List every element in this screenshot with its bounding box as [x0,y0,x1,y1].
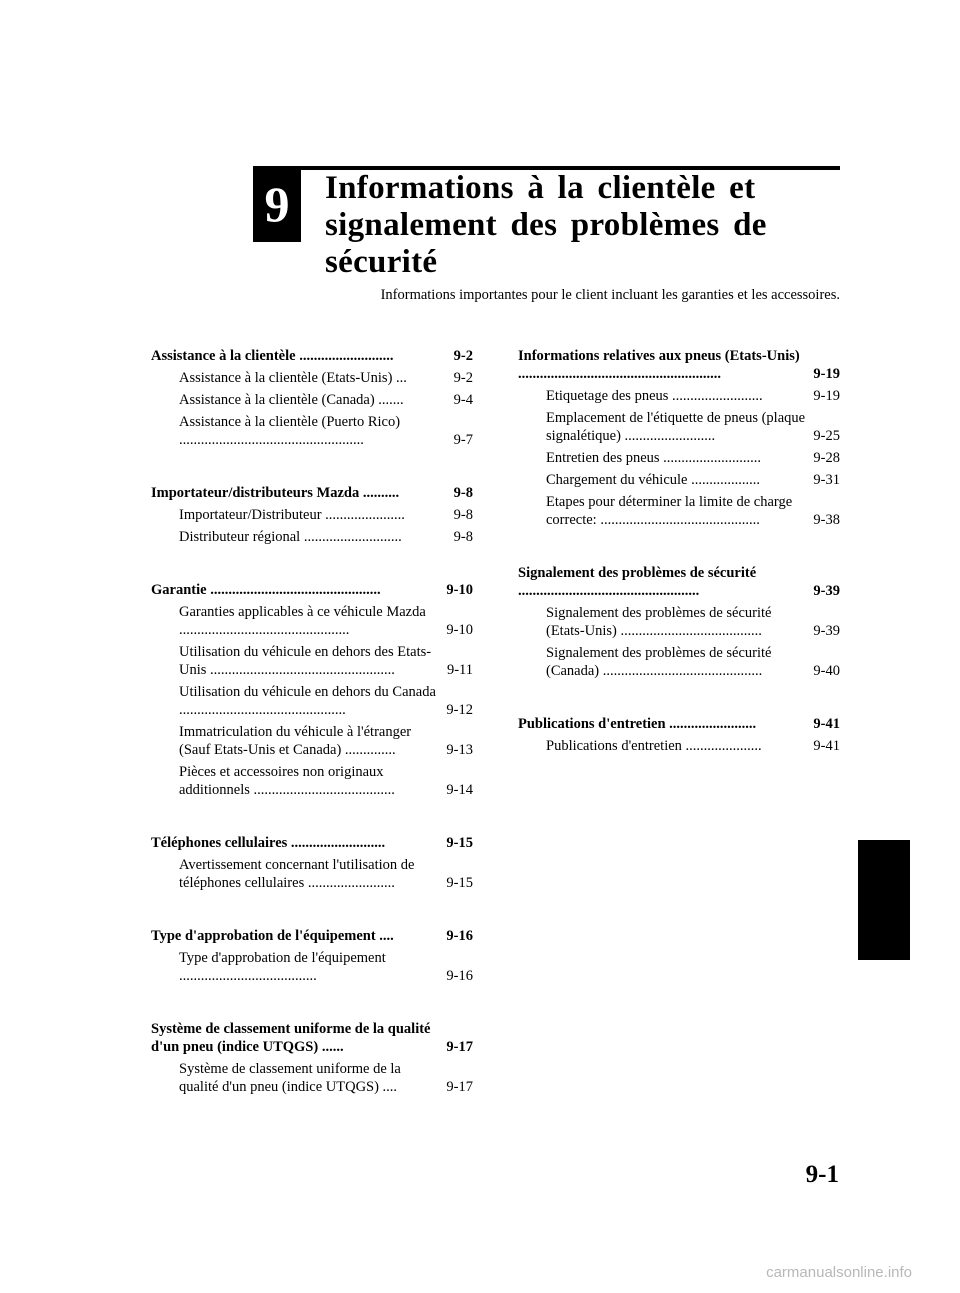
toc-entry-label: Téléphones cellulaires .......................... [151,835,386,851]
toc-entry-label: Chargement du véhicule ................... [546,472,760,488]
toc-entry-label: Garanties applicables à ce véhicule Mazda ............................................... [179,604,426,638]
toc-entry-page: 9-31 [813,472,840,488]
toc-sub-entry[interactable] [518,604,840,640]
toc-entry-label: Assistance à la clientèle (Puerto Rico) ................................................... [179,414,401,448]
toc-entry-label: Assistance à la clientèle (Etats-Unis) ... [179,370,407,386]
toc-section [151,347,473,449]
toc-main-entry[interactable] [151,484,473,502]
toc-main-entry[interactable] [151,927,473,945]
toc-entry-page: 9-28 [813,450,840,466]
toc-entry-page: 9-41 [813,738,840,754]
toc-entry-label: Utilisation du véhicule en dehors des Etats-Unis ................................................... [179,644,432,678]
toc-section [518,347,840,529]
toc-entry-page: 9-17 [446,1039,473,1055]
toc-entry-label: Emplacement de l'étiquette de pneus (plaque signalétique) ......................... [546,410,806,444]
toc-entry-label: Signalement des problèmes de sécurité (Canada) ............................................ [546,645,772,679]
toc-entry-label: Etapes pour déterminer la limite de charge correcte: ............................................ [546,494,793,528]
toc-section [151,581,473,799]
toc-entry-page: 9-41 [813,716,840,732]
toc-entry-label: Type d'approbation de l'équipement .... [151,928,394,944]
toc-entry-page: 9-4 [453,392,473,408]
toc-entry-page: 9-8 [453,485,473,501]
toc-entry-page: 9-13 [446,742,473,758]
toc-sub-entry[interactable] [518,493,840,529]
toc-entry-label: Signalement des problèmes de sécurité .................................................. [518,565,757,599]
toc-entry-page: 9-8 [453,529,473,545]
toc-sub-entry[interactable] [151,683,473,719]
toc-main-entry[interactable] [151,1020,473,1056]
toc-sub-entry[interactable] [518,737,840,755]
toc-sub-entry[interactable] [518,387,840,405]
toc-entry-page: 9-7 [453,432,473,448]
toc-entry-label: Distributeur régional ........................... [179,529,402,545]
toc-entry-label: Immatriculation du véhicule à l'étranger (Sauf Etats-Unis et Canada) .............. [179,724,412,758]
toc-section [151,927,473,985]
chapter-thumb-tab [858,840,910,960]
toc-entry-label: Utilisation du véhicule en dehors du Canada .............................................. [179,684,436,718]
toc-section [518,715,840,755]
chapter-title-line-1: Informations à la clientèle et [325,170,756,206]
toc-entry-page: 9-10 [446,582,473,598]
toc-entry-page: 9-2 [453,370,473,386]
toc-sub-entry[interactable] [518,449,840,467]
toc-entry-label: Informations relatives aux pneus (Etats-Unis) ........................................................ [518,348,800,382]
toc-sub-entry[interactable] [151,413,473,449]
toc-sub-entry[interactable] [151,506,473,524]
toc-sub-entry[interactable] [151,369,473,387]
toc-section [518,564,840,680]
toc-entry-page: 9-16 [446,968,473,984]
toc-entry-label: Entretien des pneus ........................... [546,450,762,466]
toc-entry-label: Garantie ............................................... [151,582,381,598]
toc-sub-entry[interactable] [151,949,473,985]
toc-entry-label: Avertissement concernant l'utilisation de téléphones cellulaires ........................ [179,857,415,891]
toc-entry-label: Type d'approbation de l'équipement ...................................... [179,950,386,984]
toc-entry-label: Publications d'entretien ........................ [518,716,757,732]
chapter-number-box [253,166,301,242]
toc-entry-label: Importateur/distributeurs Mazda .......... [151,485,400,501]
toc-entry-page: 9-19 [813,366,840,382]
toc-left-column [151,347,473,1131]
toc-sub-entry[interactable] [518,409,840,445]
toc-entry-page: 9-40 [813,663,840,679]
toc-sub-entry[interactable] [151,391,473,409]
toc-main-entry[interactable] [151,834,473,852]
toc-entry-page: 9-8 [453,507,473,523]
toc-sub-entry[interactable] [151,763,473,799]
toc-entry-page: 9-15 [446,875,473,891]
watermark: carmanualsonline.info [766,1264,912,1281]
toc-right-column [518,347,840,790]
toc-main-entry[interactable] [151,581,473,599]
toc-section [151,1020,473,1096]
toc-entry-label: Système de classement uniforme de la qualité d'un pneu (indice UTQGS) ...... [151,1021,431,1055]
toc-sub-entry[interactable] [151,643,473,679]
toc-entry-label: Importateur/Distributeur ...................... [179,507,405,523]
toc-entry-label: Assistance à la clientèle .......................... [151,348,394,364]
toc-entry-label: Pièces et accessoires non originaux additionnels ....................................... [179,764,395,798]
toc-sub-entry[interactable] [151,603,473,639]
toc-main-entry[interactable] [518,715,840,733]
toc-entry-page: 9-25 [813,428,840,444]
toc-entry-page: 9-10 [446,622,473,638]
page-number: 9-1 [805,1161,839,1188]
toc-entry-page: 9-11 [446,662,473,678]
toc-main-entry[interactable] [151,347,473,365]
toc-entry-label: Publications d'entretien ..................... [546,738,762,754]
toc-entry-page: 9-38 [813,512,840,528]
toc-sub-entry[interactable] [518,644,840,680]
toc-section [151,834,473,892]
toc-entry-page: 9-19 [813,388,840,404]
toc-entry-label: Système de classement uniforme de la qualité d'un pneu (indice UTQGS) .... [179,1061,401,1095]
toc-sub-entry[interactable] [518,471,840,489]
toc-section [151,484,473,546]
toc-entry-page: 9-39 [813,623,840,639]
toc-entry-page: 9-12 [446,702,473,718]
chapter-subtitle: Informations importantes pour le client incluant les garanties et les accessoires. [380,287,840,303]
toc-entry-page: 9-39 [813,583,840,599]
toc-entry-label: Signalement des problèmes de sécurité (Etats-Unis) ....................................... [546,605,772,639]
toc-entry-page: 9-15 [446,835,473,851]
toc-entry-page: 9-14 [446,782,473,798]
toc-sub-entry[interactable] [151,723,473,759]
toc-entry-page: 9-16 [446,928,473,944]
toc-entry-label: Etiquetage des pneus ......................... [546,388,763,404]
chapter-title-line-2: signalement des problèmes de sécurité [325,207,767,280]
toc-entry-page: 9-17 [446,1079,473,1095]
toc-entry-page: 9-2 [453,348,473,364]
toc-main-entry[interactable] [518,347,840,383]
toc-sub-entry[interactable] [151,528,473,546]
toc-sub-entry[interactable] [151,856,473,892]
toc-sub-entry[interactable] [151,1060,473,1096]
chapter-title [325,170,845,281]
toc-entry-label: Assistance à la clientèle (Canada) ....... [179,392,404,408]
toc-main-entry[interactable] [518,564,840,600]
chapter-number: 9 [264,176,290,232]
